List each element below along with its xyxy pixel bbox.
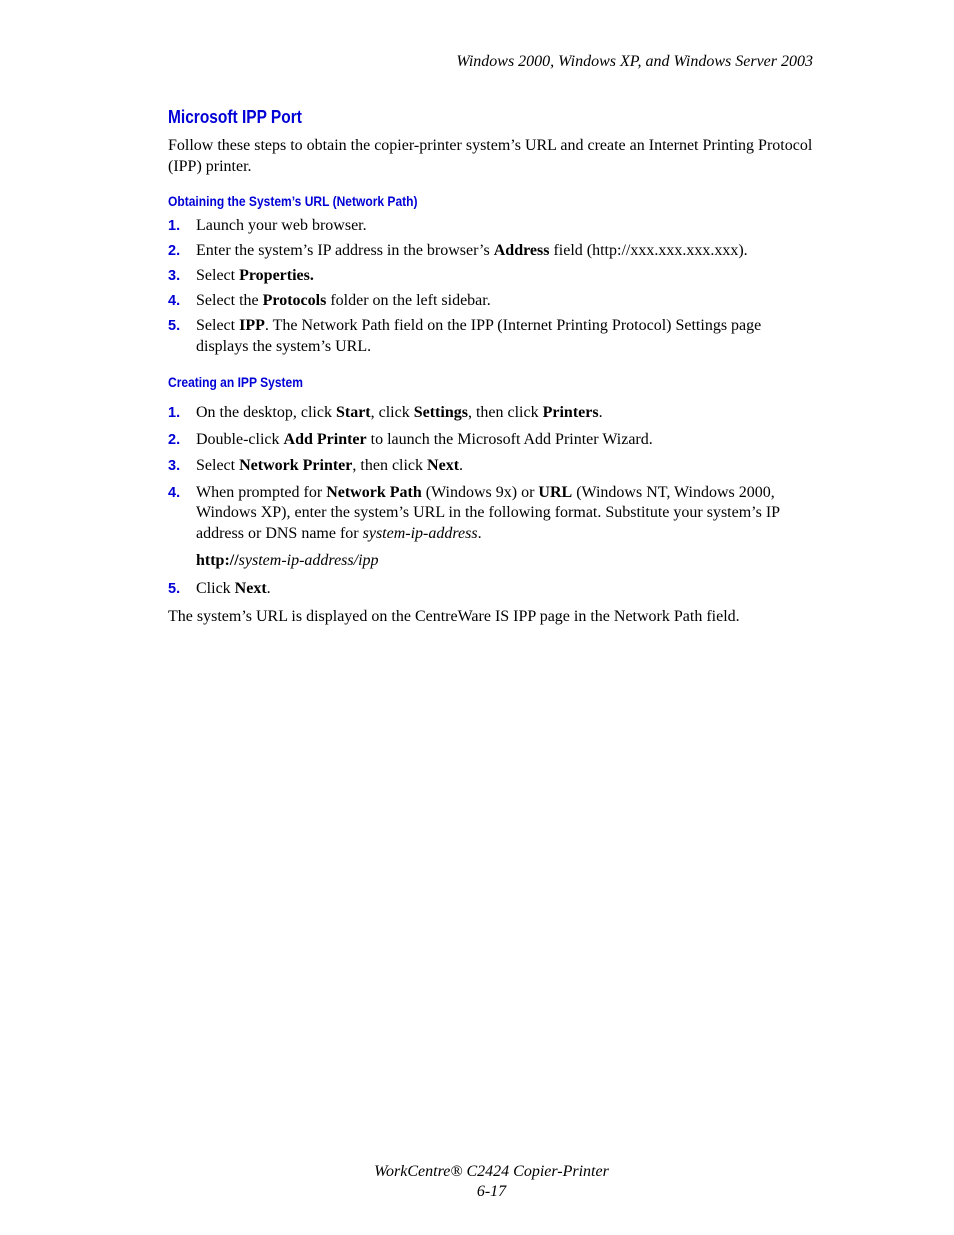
page-footer: [0, 1162, 954, 1202]
text-run: Select the: [196, 292, 263, 309]
url-format-example: [168, 551, 813, 572]
bold-term: Printers: [542, 404, 599, 421]
text-run: Click: [196, 579, 235, 597]
bold-term: Network Printer: [239, 457, 353, 474]
step-number: 4.: [168, 484, 181, 501]
text-run: Enter the system’s IP address in the browser’s: [196, 242, 494, 259]
creating-ipp-step-5: [168, 579, 813, 600]
bold-term: URL: [538, 483, 573, 501]
step-item: [168, 266, 813, 287]
bold-term: Start: [335, 404, 371, 421]
bold-term: Properties.: [239, 267, 314, 284]
text-run: On the desktop, click: [196, 404, 336, 421]
step-text: [196, 242, 748, 259]
step-number: 1.: [168, 405, 181, 421]
intro-paragraph: Follow these steps to obtain the copier-printer system’s URL and create an Internet Printing Protocol (IPP) printer.: [168, 137, 813, 175]
text-run: , click: [370, 404, 414, 421]
step-text: [196, 457, 463, 474]
bold-term: Address: [493, 242, 550, 259]
step-item: [168, 456, 813, 477]
text-run: .: [477, 524, 482, 542]
bold-term: Protocols: [262, 292, 327, 309]
step-item: [168, 316, 813, 357]
text-run: Select: [196, 317, 240, 334]
text-run: , then click: [352, 457, 428, 474]
text-run: Double-click: [196, 430, 284, 448]
creating-ipp-steps: [168, 403, 813, 544]
step-text: [196, 404, 603, 421]
bold-term: Network Path: [326, 483, 422, 501]
text-run: field (http://xxx.xxx.xxx.xxx).: [549, 242, 748, 259]
step-item: [168, 430, 813, 451]
text-run: to launch the Microsoft Add Printer Wizard.: [366, 430, 653, 448]
step-item: [168, 403, 813, 424]
bold-term: Settings: [413, 404, 468, 421]
step-number: 1.: [168, 218, 181, 234]
running-header: Windows 2000, Windows XP, and Windows Server 2003: [456, 53, 813, 70]
bold-term: IPP: [239, 317, 265, 334]
text-run: When prompted for: [196, 483, 327, 501]
step-item: [168, 483, 813, 545]
url-prefix: http://: [196, 552, 239, 569]
footer-page-number: 6-17: [476, 1183, 507, 1200]
step-text: [196, 217, 367, 234]
step-number: 3.: [168, 268, 181, 284]
text-run: .: [598, 404, 603, 421]
bold-term: Add Printer: [283, 430, 367, 448]
step-text: [196, 292, 491, 309]
closing-paragraph: The system’s URL is displayed on the CentreWare IS IPP page in the Network Path field.: [168, 608, 740, 625]
step-item: [168, 291, 813, 312]
step-number: 5.: [168, 580, 181, 597]
text-run: , then click: [467, 404, 543, 421]
text-run: Select: [196, 267, 240, 284]
step-number: 4.: [168, 293, 181, 309]
italic-term: system-ip-address: [362, 524, 478, 542]
footer-product-name: WorkCentre® C2424 Copier-Printer: [374, 1163, 609, 1180]
step-text: [196, 580, 271, 597]
section-title: Microsoft IPP Port: [168, 107, 302, 127]
text-run: . The Network Path field on the IPP (Internet Printing Protocol) Settings page displays the system’s URL.: [196, 317, 762, 355]
url-suffix: system-ip-address/ipp: [238, 552, 379, 569]
step-item: [168, 216, 813, 237]
step-text: [196, 484, 779, 542]
obtaining-url-heading: Obtaining the System’s URL (Network Path): [168, 193, 418, 209]
step-text: [196, 431, 653, 448]
text-run: (Windows 9x) or: [421, 483, 539, 501]
step-item: [168, 241, 813, 262]
main-content: [168, 106, 813, 628]
step-item: [168, 579, 813, 600]
text-run: Select: [196, 457, 240, 474]
text-run: .: [459, 457, 464, 474]
text-run: Launch your web browser.: [196, 217, 367, 234]
text-run: folder on the left sidebar.: [326, 292, 491, 309]
step-number: 5.: [168, 318, 181, 334]
text-run: .: [266, 579, 271, 597]
step-number: 3.: [168, 458, 181, 474]
creating-ipp-heading: Creating an IPP System: [168, 374, 303, 390]
step-text: [196, 267, 314, 284]
obtaining-url-steps: [168, 216, 813, 357]
bold-term: Next: [427, 457, 460, 474]
text-run: (Windows NT, Windows 2000, Windows XP), enter the system’s URL in the following format. Substitute your system’s IP address or DNS name for: [196, 483, 780, 542]
step-number: 2.: [168, 243, 181, 259]
step-text: [196, 317, 761, 355]
bold-term: Next: [234, 579, 267, 597]
step-number: 2.: [168, 431, 181, 448]
